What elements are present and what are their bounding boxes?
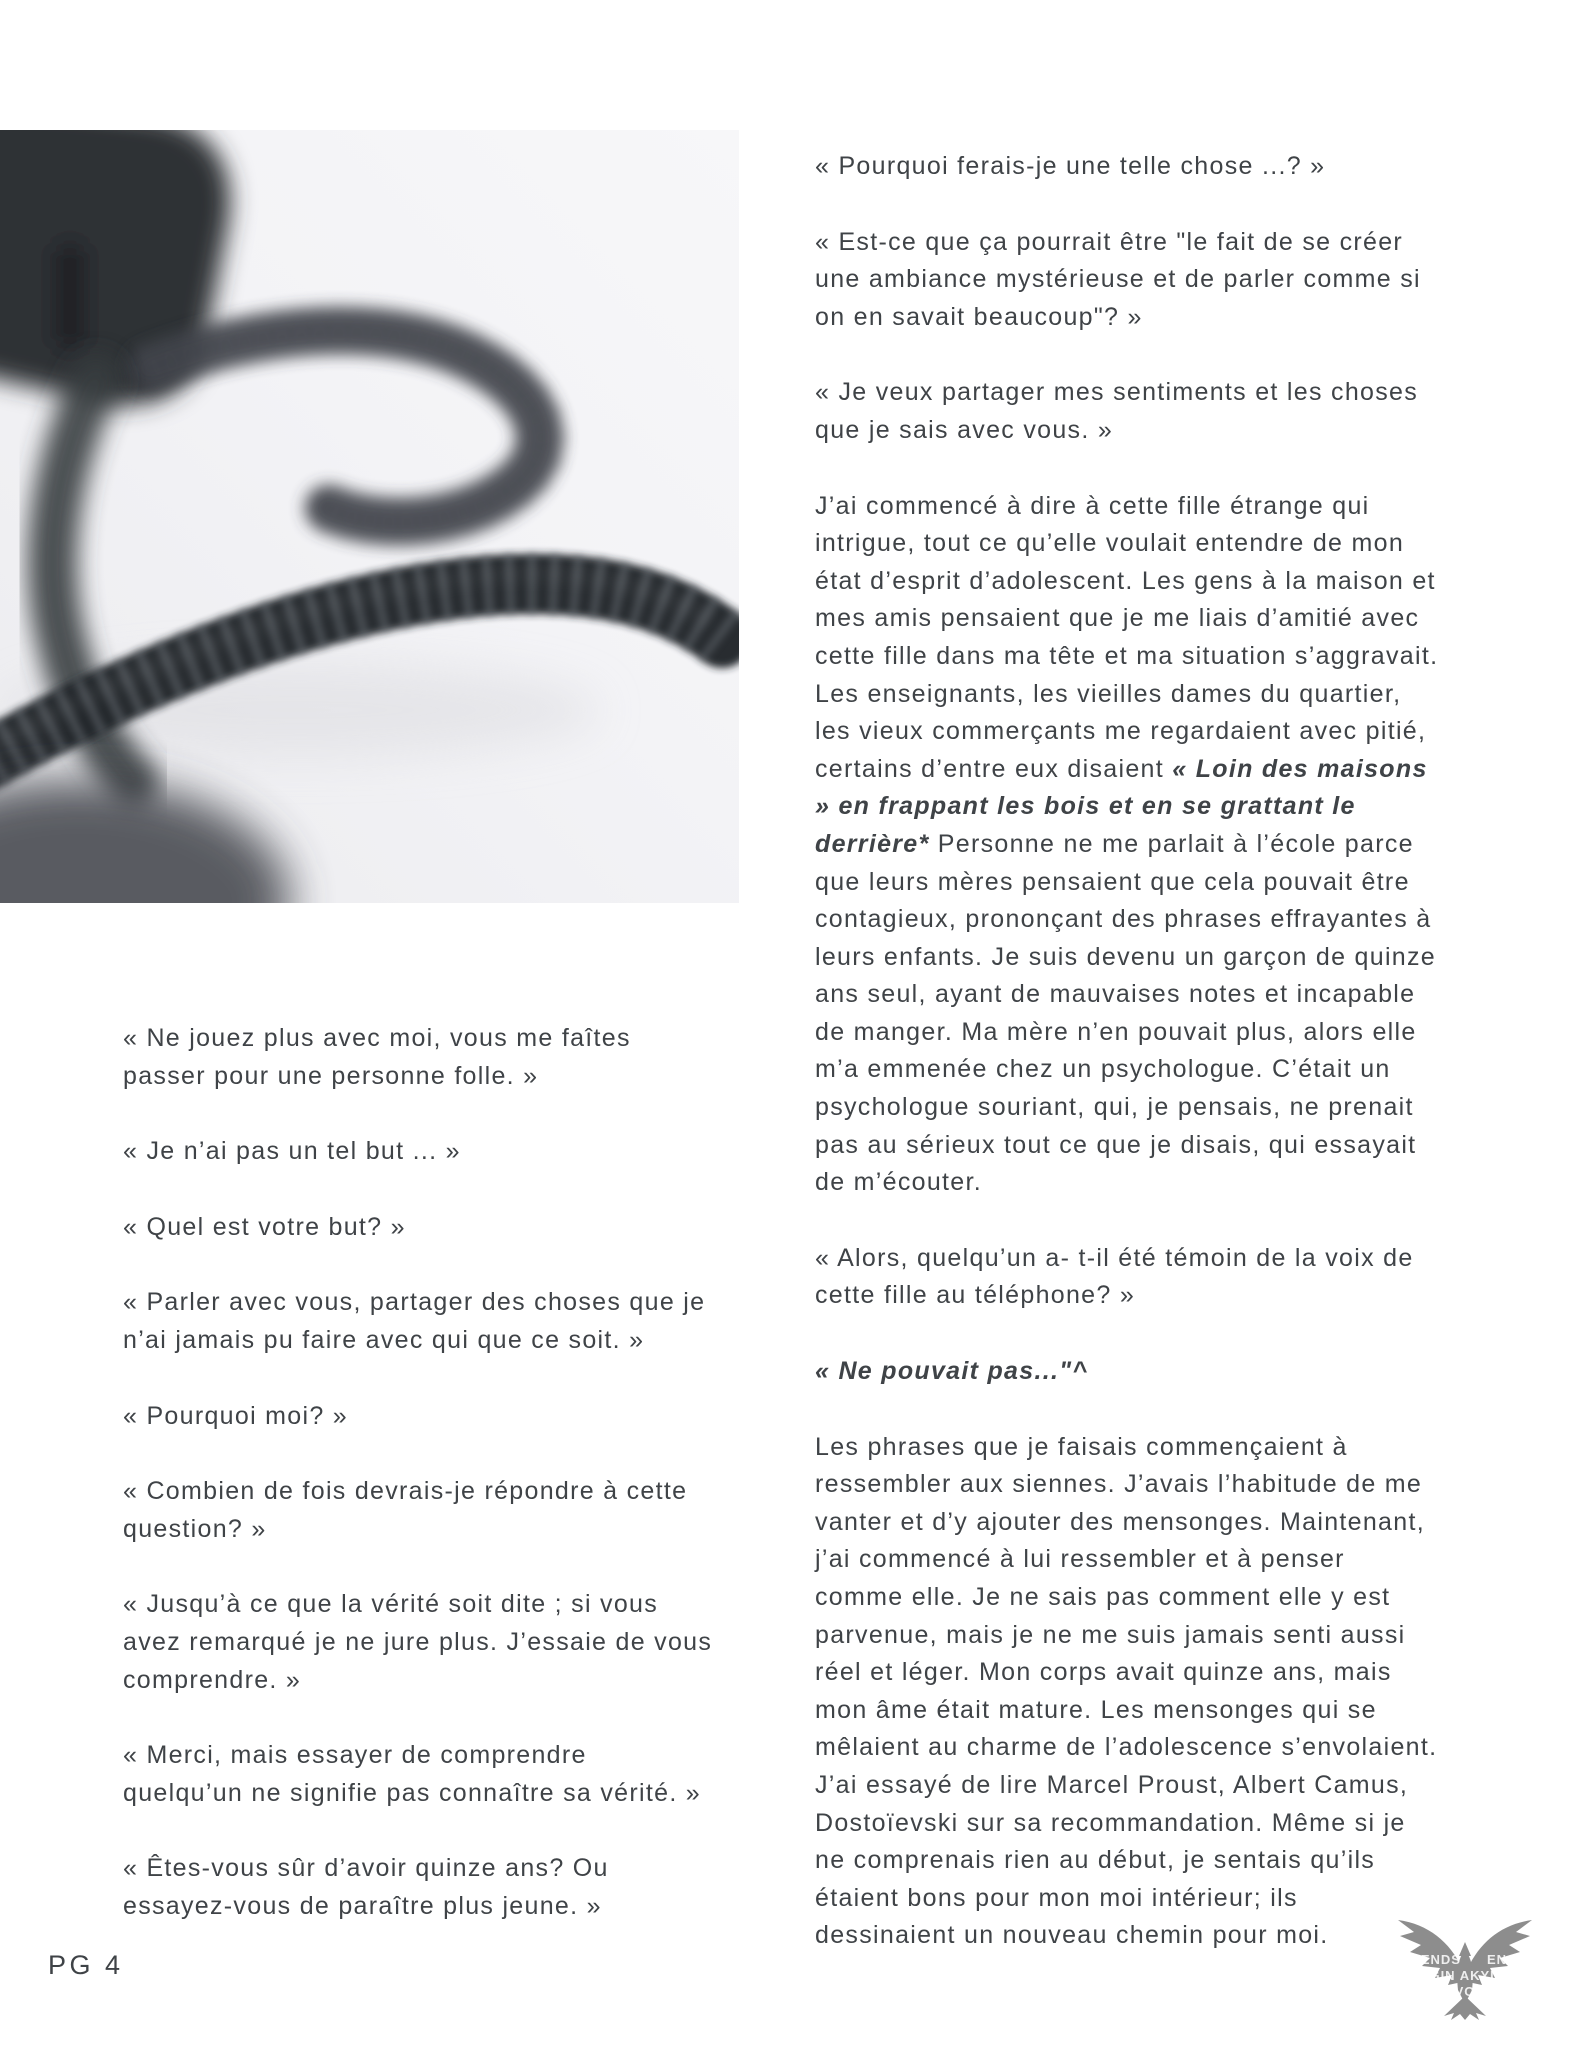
logo-watermark-line2: GIN AKYÜ <box>1429 1968 1501 1983</box>
body-text: Personne ne me parlait à l’école parce que leurs mères pensaient que cela pouvait être contagieux, prononçant des phrases effrayantes à leurs enfants. Je suis devenu un garçon de quinze ans seul, ayant de mauvaises notes et incapable de manger. Ma mère n’en pouvait plus, alors elle m’a emmenée chez un psychologue. C’était un psychologue souriant, qui, je pensais, ne prenait pas au sérieux tout ce que je disais, qui essayait de m’écouter. <box>815 829 1437 1197</box>
publisher-logo <box>1388 1912 1542 2020</box>
quote-paragraph: « Pourquoi ferais-je une telle chose ...? » <box>815 152 1326 180</box>
quote-paragraph: « Jusqu’à ce que la vérité soit dite ; si vous avez remarqué je ne jure plus. J’essaie de vous comprendre. » <box>123 1590 713 1694</box>
logo-watermark-line1: FRIENDS ENGİN <box>1396 1952 1534 1967</box>
quote-paragraph: « Ne jouez plus avec moi, vous me faîtes passer pour une personne folle. » <box>123 1024 631 1090</box>
emphasized-quote-paragraph: « Ne pouvait pas..."^ <box>815 1357 1089 1386</box>
quote-paragraph: « Je n’ai pas un tel but ... » <box>123 1137 461 1166</box>
body-paragraph <box>815 488 1439 1202</box>
quote-paragraph: « Quel est votre but? » <box>123 1212 406 1241</box>
emphasized-text: « Loin des maisons » en frappant les bois et en se grattant le derrière* <box>815 754 1428 858</box>
quote-paragraph: « Alors, quelqu’un a- t-il été témoin de la voix de cette fille au téléphone? » <box>815 1243 1414 1310</box>
quote-paragraph: « Êtes-vous sûr d’avoir quinze ans? Ou essayez-vous de paraître plus jeune. » <box>123 1854 609 1920</box>
quote-paragraph: « Pourquoi moi? » <box>123 1401 349 1430</box>
logo-watermark-line3: VO <box>1454 1984 1476 1999</box>
quote-paragraph: « Est-ce que ça pourrait être "le fait de se créer une ambiance mystérieuse et de parler comme si on en savait beaucoup"? » <box>815 227 1421 331</box>
quote-paragraph: « Parler avec vous, partager des choses que je n’ai jamais pu faire avec qui que ce soit. » <box>123 1288 706 1354</box>
telephone-cord-illustration <box>0 130 739 903</box>
quote-paragraph: « Combien de fois devrais-je répondre à cette question? » <box>123 1477 688 1543</box>
body-paragraph: Les phrases que je faisais commençaient à ressembler aux siennes. J’avais l’habitude de me vanter et d’y ajouter des mensonges. Maintenant, j’ai commencé à lui ressembler et à penser comme elle. Je ne sais pas comment elle y est parvenue, mais je ne me suis jamais senti aussi réel et léger. Mon corps avait quinze ans, mais mon âme était mature. Les mensonges qui se mêlaient au charme de l’adolescence s’envolaient. J’ai essayé de lire Marcel Proust, Albert Camus, Dostoïevski sur sa recommandation. Même si je ne comprenais rien au début, je sentais qu’ils étaient bons pour mon moi intérieur; ils dessinaient un nouveau chemin pour moi. <box>815 1432 1438 1950</box>
page-number-label: PG 4 <box>48 1950 124 1980</box>
quote-paragraph: « Je veux partager mes sentiments et les choses que je sais avec vous. » <box>815 378 1419 444</box>
quote-paragraph: « Merci, mais essayer de comprendre quelqu’un ne signifie pas connaître sa vérité. » <box>123 1741 702 1807</box>
body-text: J’ai commencé à dire à cette fille étrange qui intrigue, tout ce qu’elle voulait entendre de mon état d’esprit d’adolescent. Les gens à la maison et mes amis pensaient que je me liais d’amitié avec cette fille dans ma tête et ma situation s’aggravait. Les enseignants, les vieilles dames du quartier, les vieux commerçants me regardaient avec pitié, certains d’entre eux disaient <box>815 491 1439 783</box>
left-text-column <box>123 1020 715 1926</box>
right-text-column <box>815 148 1439 1955</box>
telephone-cord-photo <box>0 130 739 903</box>
